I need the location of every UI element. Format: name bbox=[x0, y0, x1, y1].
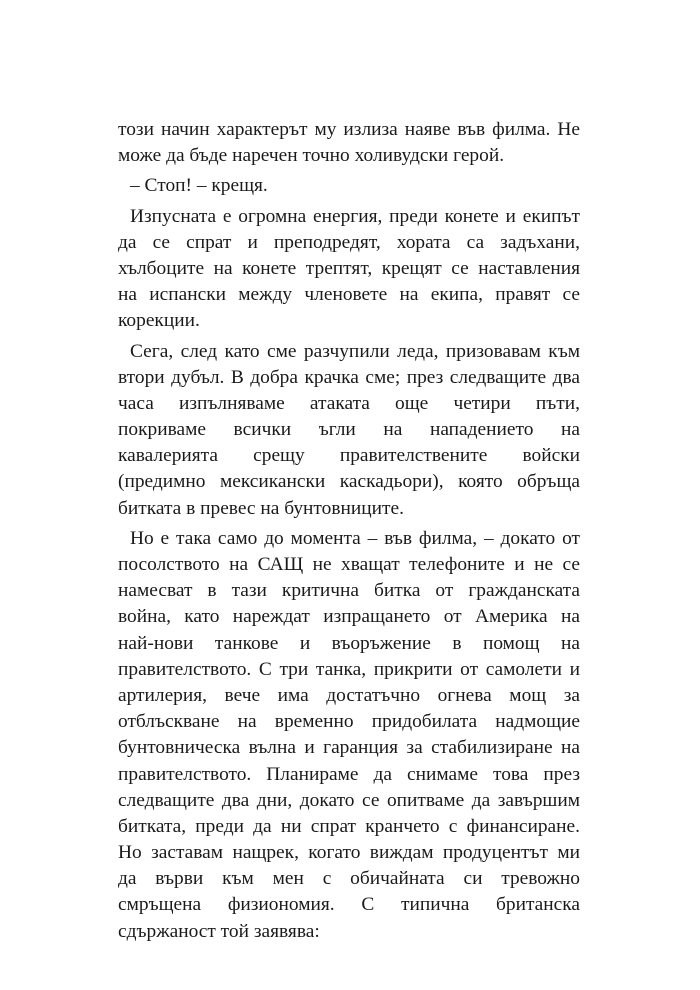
text-line: Но е така само до момента – във филма, – докато от bbox=[130, 527, 580, 549]
text-line: може да бъде наречен точно холивудски герой. bbox=[118, 145, 505, 167]
paragraph bbox=[118, 117, 580, 169]
paragraph bbox=[118, 173, 580, 199]
paragraph bbox=[118, 526, 580, 945]
text-line: война, като нареждат изпращането от Америка на bbox=[118, 606, 580, 628]
text-line: да се спрат и преподредят, хората са задъхани, bbox=[118, 231, 580, 253]
text-line: най-нови танкове и въоръжение в помощ на bbox=[118, 632, 580, 654]
text-line: покриваме всички ъгли на нападението на bbox=[118, 419, 580, 441]
paragraph bbox=[118, 339, 580, 522]
text-line: намесват в тази критична битка от гражданската bbox=[118, 580, 580, 602]
text-line: (предимно мексикански каскадьори), която обръща bbox=[118, 471, 580, 493]
text-line: битката в превес на бунтовниците. bbox=[118, 497, 404, 519]
text-line: втори дубъл. В добра крачка сме; през следващите два bbox=[118, 366, 580, 388]
text-line: корекции. bbox=[118, 310, 200, 332]
text-line: този начин характерът му излиза наяве във филма. Не bbox=[118, 119, 580, 140]
text-line: да върви към мен с обичайната си тревожно bbox=[118, 868, 580, 890]
text-line: Изпусната е огромна енергия, преди конете и екипът bbox=[130, 205, 580, 227]
text-line: битката, преди да ни спрат кранчето с финансиране. bbox=[118, 815, 580, 837]
text-line: Сега, след като сме разчупили леда, призовавам към bbox=[130, 340, 580, 362]
text-line: хълбоците на конете трептят, крещят се наставления bbox=[118, 257, 580, 279]
page-body-text bbox=[118, 117, 580, 945]
text-line: сдържаност той заявява: bbox=[118, 920, 320, 942]
text-line: на испански между членовете на екипа, правят се bbox=[118, 284, 580, 306]
text-line: правителството. С три танка, прикрити от самолети и bbox=[118, 658, 580, 680]
text-line: следващите два дни, докато се опитваме да завършим bbox=[118, 789, 580, 811]
text-line: Но заставам нащрек, когато виждам продуцентът ми bbox=[118, 842, 580, 864]
text-line: часа изпълняваме атаката още четири пъти, bbox=[118, 392, 580, 414]
paragraph bbox=[118, 204, 580, 335]
text-line: кавалерията срещу правителствените войски bbox=[118, 445, 580, 467]
text-line: бунтовническа вълна и гаранция за стабилизиране на bbox=[118, 737, 580, 759]
text-line: отблъскване на временно придобилата надмощие bbox=[118, 711, 580, 733]
text-line: посолството на САЩ не хващат телефоните и не се bbox=[118, 554, 580, 575]
text-line: артилерия, вече има достатъчно огнева мощ за bbox=[118, 684, 580, 706]
text-line: смръщена физиономия. С типична британска bbox=[118, 894, 580, 916]
text-line: правителството. Планираме да снимаме това през bbox=[118, 763, 580, 785]
text-line: – Стоп! – крещя. bbox=[130, 175, 268, 197]
